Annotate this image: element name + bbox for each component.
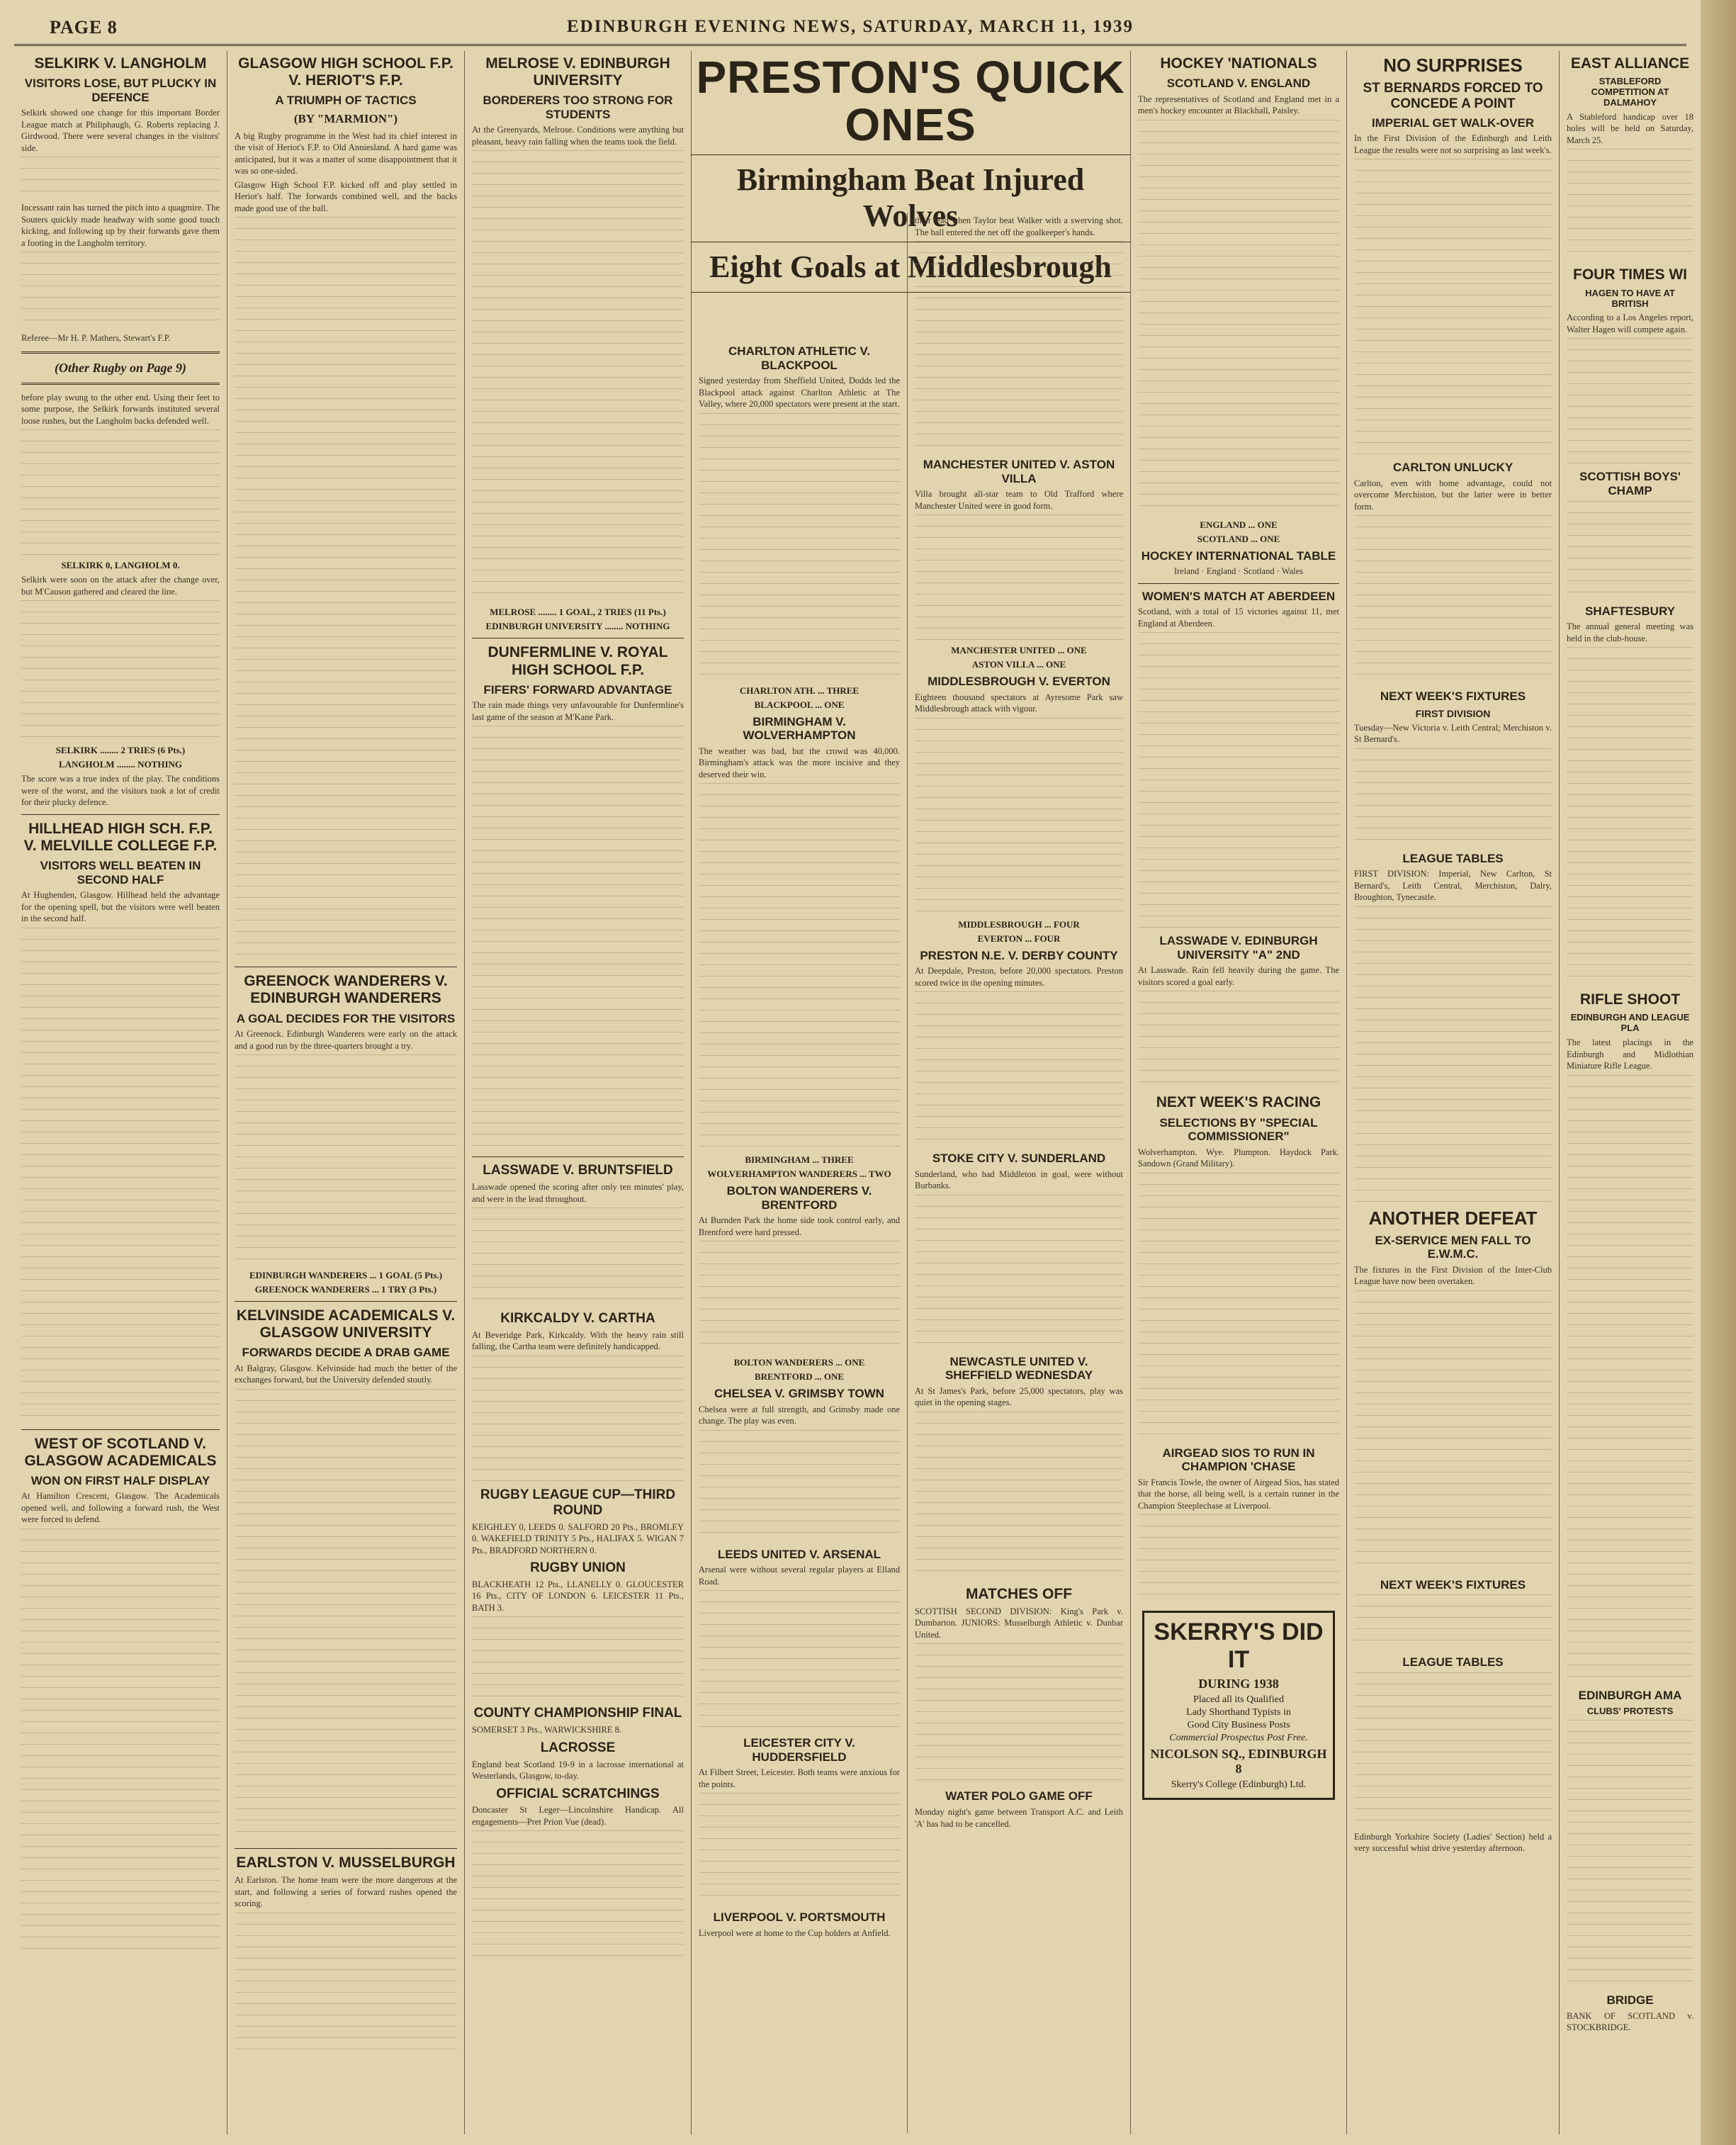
- subhead-kelvinside: FORWARDS DECIDE A DRAB GAME: [242, 1346, 450, 1360]
- text-block: [1354, 1594, 1552, 1651]
- hockey-table: Ireland · England · Scotland · Wales: [1173, 566, 1304, 577]
- score-line: CHARLTON ATH. ... THREE: [739, 685, 859, 696]
- headline-hockey: HOCKEY 'NATIONALS: [1160, 55, 1317, 72]
- article-text: At the Greenyards, Melrose. Conditions were anything but pleasant, heavy rain falling when the teams took the field.: [472, 125, 684, 147]
- score-line: EVERTON ... FOUR: [977, 933, 1061, 944]
- headline-fixtures-2: NEXT WEEK'S FIXTURES: [1380, 1577, 1526, 1592]
- referee-line: Referee—Mr H. P. Mathers, Stewart's F.P.: [21, 333, 171, 344]
- score-line: BOLTON WANDERERS ... ONE: [733, 1357, 865, 1368]
- article-text: At Burnden Park the home side took control early, and Brentford were hard pressed.: [699, 1215, 900, 1237]
- text-block: [472, 150, 684, 604]
- text-block: [1138, 120, 1339, 517]
- headline-melrose: MELROSE V. EDINBURGH UNIVERSITY: [485, 55, 670, 89]
- column-1: [14, 51, 227, 2134]
- text-block: [21, 600, 220, 742]
- article-text: Liverpool were at home to the Cup holders at Anfield.: [699, 1928, 891, 1939]
- headline-middlesbrough: MIDDLESBROUGH V. EVERTON: [928, 675, 1110, 689]
- article-text: Monday night's game between Transport A.C. and Leith 'A' has had to be cancelled.: [915, 1807, 1123, 1829]
- headline-dunfermline: DUNFERMLINE V. ROYAL HIGH SCHOOL F.P.: [487, 644, 668, 678]
- column-7: [1346, 51, 1559, 2134]
- article-text: Signed yesterday from Sheffield United, Dodds led the Blackpool attack against Charlton Athletic at The Valley, where 20,000 spectators were present at the start.: [699, 376, 900, 410]
- headline-man-united: MANCHESTER UNITED V. ASTON VILLA: [923, 458, 1115, 485]
- article-text: Sir Francis Towle, the owner of Airgead Sios, has stated that the horse, all being well, is a certain runner in the Champion Steeplechase at Liverpool.: [1138, 1477, 1339, 1511]
- subhead-imperial: IMPERIAL GET WALK-OVER: [1371, 116, 1535, 130]
- article-text: Scotland, with a total of 15 victories against 11, met England at Aberdeen.: [1138, 607, 1339, 629]
- text-block: [21, 252, 220, 330]
- article-text: According to a Los Angeles report, Walter Hagen will compete again.: [1567, 313, 1693, 334]
- newspaper-dateline: EDINBURGH EVENING NEWS, SATURDAY, MARCH 11, 1939: [566, 17, 1134, 36]
- headline-hockey-table: HOCKEY INTERNATIONAL TABLE: [1141, 548, 1336, 563]
- text-block: [915, 241, 1123, 454]
- article-text: Wolverhampton. Wye. Plumpton. Haydock Park. Sandown (Grand Military).: [1138, 1147, 1339, 1169]
- column-5: [907, 213, 1130, 2133]
- headline-rugby-union: RUGBY UNION: [530, 1560, 626, 1576]
- article-text: SCOTTISH SECOND DIVISION: King's Park v. Dumbarton. JUNIORS: Musselburgh Athletic v. Dunbar United.: [915, 1606, 1123, 1640]
- article-text: Selkirk showed one change for this important Border League match at Philiphaugh, G. Roberts replacing J. Girdwood. There were several changes in the visitors' side.: [21, 108, 220, 153]
- headline-selkirk: SELKIRK V. LANGHOLM: [34, 55, 207, 72]
- text-block: [21, 157, 220, 199]
- score-line: GREENOCK WANDERERS ... 1 TRY (3 Pts.): [254, 1284, 437, 1295]
- advert-subtitle: DURING 1938: [1198, 1677, 1279, 1691]
- results-list: BLACKHEATH 12 Pts., LLANELLY 0. GLOUCESTER 16 Pts., CITY OF LONDON 6. LEICESTER 11 Pts., BATH 3.: [472, 1579, 684, 1613]
- text-block: [235, 1913, 457, 2054]
- text-block: [21, 928, 220, 1424]
- score-line: SELKIRK 0, LANGHOLM 0.: [61, 560, 180, 571]
- text-block: [1138, 1173, 1339, 1442]
- subhead-hillhead: VISITORS WELL BEATEN IN SECOND HALF: [40, 859, 201, 886]
- headline-airgead-sios: AIRGEAD SIOS TO RUN IN CHAMPION 'CHASE: [1162, 1446, 1315, 1474]
- column-8: [1559, 51, 1701, 2134]
- text-block: [699, 1430, 900, 1543]
- score-line: ASTON VILLA ... ONE: [971, 659, 1066, 670]
- article-text: At Deepdale, Preston, before 20,000 spectators. Preston scored twice in the opening minutes.: [915, 966, 1123, 988]
- headline-fixtures: NEXT WEEK'S FIXTURES: [1380, 689, 1526, 704]
- article-text: Doncaster St Leger—Lincolnshire Handicap. All engagements—Pret Prion Vue (dead).: [472, 1805, 684, 1827]
- article-text: Arsenal were without several regular players at Elland Road.: [699, 1565, 900, 1587]
- headline-kirkcaldy: KIRKCALDY V. CARTHA: [500, 1311, 655, 1327]
- score-line: EDINBURGH WANDERERS ... 1 GOAL (5 Pts.): [249, 1270, 443, 1281]
- score-line: LANGHOLM ........ NOTHING: [58, 759, 183, 770]
- article-text: before play swung to the other end. Using their feet to some purpose, the Selkirk forwards instituted several loose rushes, but the Langholm backs defended well.: [21, 392, 220, 426]
- headline-four-times: FOUR TIMES WI: [1573, 266, 1687, 283]
- score-line: SELKIRK ........ 2 TRIES (6 Pts.): [55, 745, 186, 756]
- text-block: [915, 718, 1123, 916]
- headline-glasgow-high: GLASGOW HIGH SCHOOL F.P. V. HERIOT'S F.P.: [238, 55, 453, 89]
- headline-carlton: CARLTON UNLUCKY: [1392, 461, 1514, 475]
- score-line: MANCHESTER UNITED ... ONE: [951, 645, 1087, 656]
- headline-another-defeat: ANOTHER DEFEAT: [1368, 1207, 1538, 1229]
- text-block: [1354, 1672, 1552, 1828]
- subhead-melrose: BORDERERS TOO STRONG FOR STUDENTS: [483, 94, 673, 121]
- article-text: A big Rugby programme in the West had its chief interest in the visit of Heriot's F.P. to Old Anniesland. A hard game was anticipated, but it was a matter of some disappointment that it was so one-sided.: [235, 130, 457, 176]
- text-block: [699, 1793, 900, 1906]
- subhead-clubs-protests: CLUBS' PROTESTS: [1586, 1706, 1674, 1717]
- score-line: MELROSE ........ 1 GOAL, 2 TRIES (11 Pts.): [490, 607, 666, 618]
- text-block: [1354, 515, 1552, 685]
- text-block: [235, 217, 457, 961]
- headline-earlston: EARLSTON V. MUSSELBURGH: [236, 1854, 456, 1871]
- headline-preston: PRESTON N.E. V. DERBY COUNTY: [920, 948, 1118, 962]
- headline-water-polo: WATER POLO GAME OFF: [945, 1789, 1093, 1803]
- headline-east-alliance: EAST ALLIANCE: [1570, 55, 1690, 72]
- advert-title: SKERRY'S DID IT: [1154, 1618, 1324, 1674]
- headline-scottish-boys: SCOTTISH BOYS' CHAMP: [1579, 470, 1681, 498]
- page-edge: [1701, 0, 1736, 2145]
- skerrys-advert: [1142, 1611, 1335, 1800]
- headline-birmingham: BIRMINGHAM V. WOLVERHAMPTON: [743, 714, 856, 743]
- text-block: [1567, 1720, 1693, 1989]
- headline-leeds: LEEDS UNITED V. ARSENAL: [717, 1547, 881, 1561]
- subhead-ex-service: EX-SERVICE MEN FALL TO E.W.M.C.: [1375, 1233, 1531, 1261]
- column-3: [464, 51, 691, 2134]
- headline-leicester: LEICESTER CITY V. HUDDERSFIELD: [743, 1736, 855, 1764]
- article-text: BANK OF SCOTLAND v. STOCKBRIDGE.: [1567, 2010, 1693, 2033]
- banner-text: PRESTON'S QUICK ONES: [696, 52, 1125, 151]
- subhead-stableford: STABLEFORD COMPETITION AT DALMAHOY: [1591, 76, 1669, 108]
- article-text: At Earlston. The home team were the more dangerous at the start, and following a series of forward rushes opened the scoring.: [235, 1875, 457, 1909]
- article-text: The representatives of Scotland and England met in a men's hockey encounter at Blackhall, Paisley.: [1138, 94, 1339, 116]
- article-text: their lead when Taylor beat Walker with a swerving shot. The ball entered the net off the goalkeeper's hands.: [915, 215, 1123, 237]
- league-table: FIRST DIVISION: Imperial, New Carlton, St Bernard's, Leith Central, Merchiston, Dalry, Broughton, Tynecastle.: [1354, 869, 1552, 903]
- score-line: MIDDLESBROUGH ... FOUR: [958, 918, 1080, 930]
- article-text: The rain made things very unfavourable for Dunfermline's last game of the season at M'Kane Park.: [472, 700, 684, 722]
- headline-shaftesbury: SHAFTESBURY: [1585, 604, 1675, 618]
- article-text: The latest placings in the Edinburgh and Midlothian Miniature Rifle League.: [1567, 1037, 1693, 1071]
- column-6: [1130, 51, 1346, 2134]
- text-block: [1567, 149, 1693, 262]
- headline-hillhead: HILLHEAD HIGH SCH. F.P. V. MELVILLE COLLEGE F.P.: [23, 820, 218, 854]
- column-2: [227, 51, 464, 2134]
- text-block: [472, 726, 684, 1151]
- text-block: [915, 1643, 1123, 1785]
- advert-line: Lady Shorthand Typists in: [1186, 1707, 1291, 1718]
- headline-matches-off: MATCHES OFF: [965, 1585, 1073, 1602]
- text-block: [1354, 906, 1552, 1204]
- article-text: Lasswade opened the scoring after only ten minutes' play, and were in the lead throughout.: [472, 1182, 684, 1204]
- article-text: The annual general meeting was held in the club-house.: [1567, 621, 1693, 643]
- page-number: PAGE 8: [50, 17, 118, 38]
- subhead-racing: SELECTIONS BY "SPECIAL COMMISSIONER": [1159, 1115, 1318, 1144]
- text-block: [235, 1389, 457, 1842]
- headline-charlton: CHARLTON ATHLETIC V. BLACKPOOL: [728, 344, 870, 372]
- text-block: [1354, 159, 1552, 456]
- article-text: The score was a true index of the play. The conditions were of the worst, and the visitors took a lot of credit for their plucky defence.: [21, 774, 220, 808]
- article-text: In the First Division of the Edinburgh and Leith League the results were not so surprising as last week's.: [1354, 133, 1552, 155]
- text-block: [1138, 632, 1339, 930]
- headline-league-tables: LEAGUE TABLES: [1402, 851, 1504, 865]
- text-block: [699, 413, 900, 682]
- subhead-selkirk: VISITORS LOSE, BUT PLUCKY IN DEFENCE: [24, 77, 217, 104]
- text-block: [472, 1356, 684, 1483]
- text-block: [699, 1590, 900, 1732]
- text-block: [1354, 1290, 1552, 1574]
- subhead-hockey: SCOTLAND V. ENGLAND: [1166, 77, 1311, 91]
- advert-line: Commercial Prospectus Post Free.: [1169, 1733, 1308, 1744]
- headline-racing: NEXT WEEK'S RACING: [1156, 1094, 1321, 1111]
- article-text: Eighteen thousand spectators at Ayresome Park saw Middlesbrough attack with vigour.: [915, 692, 1123, 714]
- headline-scratchings: OFFICIAL SCRATCHINGS: [496, 1786, 660, 1801]
- article-text: Chelsea were at full strength, and Grimsby made one change. The play was even.: [699, 1404, 900, 1426]
- headline-greenock: GREENOCK WANDERERS V. EDINBURGH WANDERERS: [244, 973, 448, 1007]
- score-line: BRENTFORD ... ONE: [754, 1371, 845, 1383]
- article-text: At Hughenden, Glasgow. Hillhead held the advantage for the opening spell, but the visitors were well beaten in the second half.: [21, 890, 220, 924]
- headline-liverpool: LIVERPOOL V. PORTSMOUTH: [713, 1910, 886, 1925]
- article-text: At Lasswade. Rain fell heavily during the game. The visitors scored a goal early.: [1138, 965, 1339, 987]
- subhead-hagen: HAGEN TO HAVE AT BRITISH: [1585, 287, 1675, 309]
- article-text: At St James's Park, before 25,000 spectators, play was quiet in the opening stages.: [915, 1385, 1123, 1408]
- article-text: Glasgow High School F.P. kicked off and play settled in Heriot's half. The forwards combined well, and the backs made good use of the ball.: [235, 179, 457, 213]
- article-text: The weather was bad, but the crowd was 40,000. Birmingham's attack was the more incisive and they deserved their win.: [699, 745, 900, 779]
- headline-county-championship: COUNTY CHAMPIONSHIP FINAL: [473, 1706, 682, 1721]
- article-text: A Stableford handicap over 18 holes will be held on Saturday, March 25.: [1567, 111, 1693, 145]
- article-text: At Greenock. Edinburgh Wanderers were early on the attack and a good run by the three-quarters brought a try.: [235, 1029, 457, 1051]
- text-block: [699, 1241, 900, 1354]
- text-block: [1138, 1514, 1339, 1599]
- article-text: England beat Scotland 19-9 in a lacrosse international at Westerlands, Glasgow, to-day.: [472, 1759, 684, 1781]
- text-block: [699, 783, 900, 1152]
- text-block: [1567, 1075, 1693, 1684]
- headline-chelsea: CHELSEA V. GRIMSBY TOWN: [714, 1387, 884, 1401]
- text-block: [1354, 748, 1552, 848]
- text-block: [915, 1195, 1123, 1351]
- subhead-dunfermline: FIFERS' FORWARD ADVANTAGE: [483, 682, 672, 697]
- headline-rifle: RIFLE SHOOT: [1579, 991, 1681, 1008]
- article-text: Carlton, even with home advantage, could not overcome Merchiston, but the latter were in better form.: [1354, 478, 1552, 512]
- headline-bolton: BOLTON WANDERERS V. BRENTFORD: [726, 1184, 872, 1212]
- headline-bridge: BRIDGE: [1606, 1993, 1654, 2008]
- headline-womens-match: WOMEN'S MATCH AT ABERDEEN: [1142, 589, 1336, 603]
- headline-edinburgh-ama: EDINBURGH AMA: [1578, 1688, 1682, 1702]
- subhead-greenock: A GOAL DECIDES FOR THE VISITORS: [236, 1011, 456, 1025]
- subhead-rifle: EDINBURGH AND LEAGUE PLA: [1570, 1012, 1690, 1034]
- score-line: BLACKPOOL ... ONE: [754, 699, 845, 710]
- article-text: At Hamilton Crescent, Glasgow. The Academicals opened well, and following a forward rush, the West were forced to defend.: [21, 1491, 220, 1525]
- article-text: Tuesday—New Victoria v. Leith Central; Merchiston v. St Bernard's.: [1354, 722, 1552, 745]
- text-block: [1567, 647, 1693, 987]
- subhead-glasgow-high: A TRIUMPH OF TACTICS: [275, 94, 417, 108]
- headline-kelvinside: KELVINSIDE ACADEMICALS V. GLASGOW UNIVERSITY: [236, 1307, 456, 1341]
- article-text: Sunderland, who had Middleton in goal, were without Burbanks.: [915, 1169, 1123, 1191]
- headline-league-tables-2: LEAGUE TABLES: [1402, 1655, 1504, 1670]
- text-block: [915, 991, 1123, 1147]
- text-block: [21, 429, 220, 557]
- advert-footer: Skerry's College (Edinburgh) Ltd.: [1171, 1779, 1307, 1791]
- text-block: [472, 1207, 684, 1307]
- text-block: [235, 1054, 457, 1267]
- article-text: At Filbert Street, Leicester. Both teams were anxious for the points.: [699, 1767, 900, 1789]
- headline-west-of-scotland: WEST OF SCOTLAND V. GLASGOW ACADEMICALS: [24, 1435, 217, 1469]
- advert-line: Good City Business Posts: [1187, 1720, 1290, 1731]
- column-4-body: [691, 340, 907, 2133]
- score-line: WOLVERHAMPTON WANDERERS ... TWO: [707, 1169, 891, 1180]
- subhead-first-division: FIRST DIVISION: [1415, 707, 1491, 719]
- advert-address: NICOLSON SQ., EDINBURGH 8: [1150, 1747, 1327, 1777]
- article-text: Incessant rain has turned the pitch into a quagmire. The Souters quickly made headway with some good touch kicking, and following up by their forwards gave them a footing in the Langholm territory.: [21, 203, 220, 248]
- headline-no-surprises: NO SURPRISES: [1383, 55, 1523, 76]
- article-text: Villa brought all-star team to Old Trafford where Manchester United were in good form.: [915, 489, 1123, 511]
- article-text: The fixtures in the First Division of the Inter-Club League have now been overtaken.: [1354, 1264, 1552, 1287]
- text-block: [1138, 991, 1339, 1090]
- headline-rugby-league-cup: RUGBY LEAGUE CUP—THIRD ROUND: [480, 1487, 676, 1518]
- text-block: [21, 1528, 220, 1954]
- score-line: ENGLAND ... ONE: [1200, 519, 1278, 530]
- results-list: KEIGHLEY 0, LEEDS 0. SALFORD 20 Pts., BROMLEY 0. WAKEFIELD TRINITY 5 Pts., HALIFAX 5. WIGAN 7 Pts., BRADFORD NORTHERN 0.: [472, 1521, 684, 1555]
- subhead-st-bernards: ST BERNARDS FORCED TO CONCEDE A POINT: [1363, 80, 1543, 111]
- byline: (BY "MARMION"): [293, 111, 398, 125]
- text-block: [1567, 338, 1693, 466]
- results-list: SOMERSET 3 Pts., WARWICKSHIRE 8.: [472, 1725, 622, 1735]
- headline-lasswade: LASSWADE V. BRUNTSFIELD: [483, 1163, 673, 1178]
- article-text: At Beveridge Park, Kirkcaldy. With the heavy rain still falling, the Cartha team were definitely handicapped.: [472, 1329, 684, 1352]
- subhead-west-of-scotland: WON ON FIRST HALF DISPLAY: [30, 1473, 210, 1487]
- banner-subhead-1: Birmingham Beat Injured Wolves: [736, 162, 1085, 233]
- article-text: At Balgray, Glasgow. Kelvinside had much the better of the exchanges forward, but the University defended stoutly.: [235, 1363, 457, 1385]
- text-block: [915, 514, 1123, 642]
- score-line: BIRMINGHAM ... THREE: [745, 1154, 854, 1166]
- text-block: [472, 1616, 684, 1701]
- advert-line: Placed all its Qualified: [1193, 1694, 1284, 1706]
- headline-lasswade-university: LASSWADE V. EDINBURGH UNIVERSITY "A" 2ND: [1159, 934, 1318, 962]
- headline-lacrosse: LACROSSE: [540, 1740, 616, 1755]
- score-line: SCOTLAND ... ONE: [1197, 533, 1280, 544]
- article-text: Edinburgh Yorkshire Society (Ladies' Section) held a very successful whist drive yesterday afternoon.: [1354, 1831, 1552, 1854]
- text-block: [915, 1412, 1123, 1582]
- headline-newcastle: NEWCASTLE UNITED V. SHEFFIELD WEDNESDAY: [945, 1354, 1093, 1383]
- text-block: [472, 1830, 684, 1958]
- text-block: [1567, 501, 1693, 600]
- headline-stoke: STOKE CITY V. SUNDERLAND: [932, 1152, 1106, 1166]
- masthead: [14, 13, 1686, 46]
- cross-reference-note: (Other Rugby on Page 9): [55, 360, 186, 375]
- article-text: Selkirk were soon on the attack after the change over, but M'Causon gathered and cleared the line.: [21, 575, 220, 597]
- banner-subhead-2: Eight Goals at Middlesbrough: [709, 249, 1112, 284]
- score-line: EDINBURGH UNIVERSITY ........ NOTHING: [485, 621, 670, 632]
